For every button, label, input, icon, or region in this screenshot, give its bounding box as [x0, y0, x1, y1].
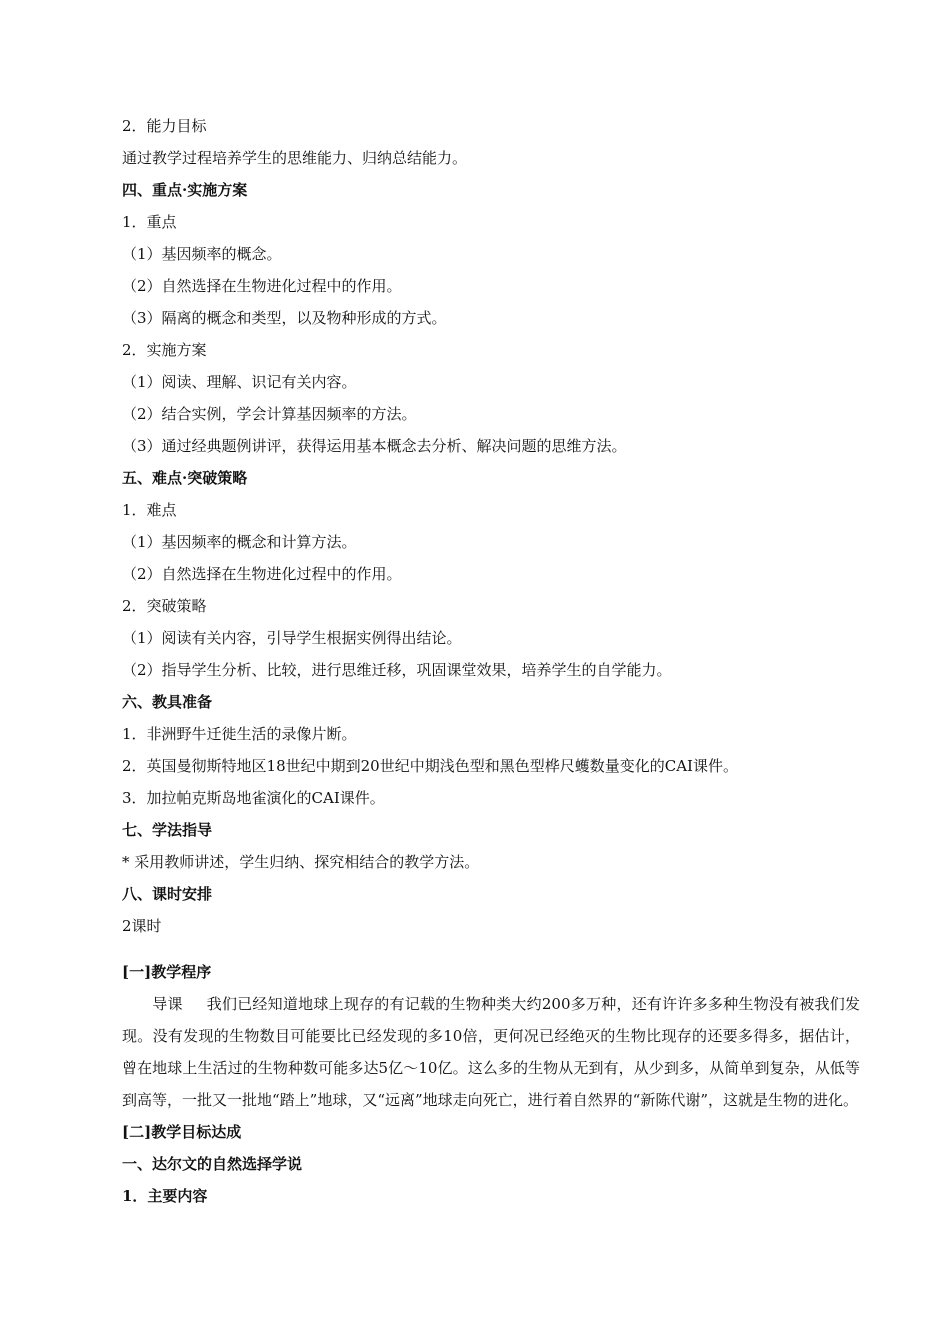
text-strategy-1: （1）阅读有关内容，引导学生根据实例得出结论。 — [122, 629, 462, 647]
text-key-point-1: （1）基因频率的概念。 — [122, 245, 282, 263]
text-difficulty-2: （2）自然选择在生物进化过程中的作用。 — [122, 565, 402, 583]
heading-key-points: 四、重点·实施方案 — [122, 181, 248, 199]
text-schedule: 2课时 — [122, 917, 162, 935]
text-implementation-2: （2）结合实例，学会计算基因频率的方法。 — [122, 405, 417, 423]
item-ability-goal: 2．能力目标 — [122, 117, 207, 135]
heading-main-content: 1．主要内容 — [122, 1187, 208, 1205]
outline-blocks — [122, 110, 860, 942]
heading-difficulties: 五、难点·突破策略 — [122, 469, 248, 487]
heading-schedule: 八、课时安排 — [122, 885, 213, 903]
text-strategy-2: （2）指导学生分析、比较，进行思维迁移，巩固课堂效果，培养学生的自学能力。 — [122, 661, 672, 679]
heading-darwin-theory: 一、达尔文的自然选择学说 — [122, 1155, 303, 1173]
text-ability-goal: 通过教学过程培养学生的思维能力、归纳总结能力。 — [122, 149, 468, 167]
item-aid-1: 1．非洲野牛迁徙生活的录像片断。 — [122, 725, 357, 743]
intro-lead-label: 导课 — [152, 995, 183, 1013]
text-key-point-2: （2）自然选择在生物进化过程中的作用。 — [122, 277, 402, 295]
text-difficulty-1: （1）基因频率的概念和计算方法。 — [122, 533, 357, 551]
item-aid-3: 3．加拉帕克斯岛地雀演化的CAI课件。 — [122, 789, 385, 807]
section-gap — [122, 942, 860, 956]
item-implementation: 2．实施方案 — [122, 341, 207, 359]
intro-paragraph — [122, 988, 860, 1116]
item-difficulties: 1．难点 — [122, 501, 177, 519]
heading-teaching-aids: 六、教具准备 — [122, 693, 213, 711]
heading-goal-achievement: [二]教学目标达成 — [122, 1123, 242, 1141]
intro-text: 我们已经知道地球上现存的有记载的生物种类大约200多万种，还有许许多多种生物没有被我们发现。没有发现的生物数目可能要比已经发现的多10倍，更何况已经绝灭的生物比现存的还要多得多，据估计，曾在地球上生活过的生物种数可能多达5亿～10亿。这么多的生物从无到有，从少到多，从简单到复杂，从低等到高等，一批又一批地“踏上”地球，又“远离”地球走向死亡，进行着自然界的“新陈代谢”，这就是生物的进化。 — [122, 995, 860, 1109]
heading-study-method: 七、学法指导 — [122, 821, 213, 839]
item-key-points: 1．重点 — [122, 213, 177, 231]
text-implementation-3: （3）通过经典题例讲评，获得运用基本概念去分析、解决问题的思维方法。 — [122, 437, 627, 455]
text-implementation-1: （1）阅读、理解、识记有关内容。 — [122, 373, 357, 391]
item-strategy: 2．突破策略 — [122, 597, 207, 615]
text-key-point-3: （3）隔离的概念和类型，以及物种形成的方式。 — [122, 309, 447, 327]
document-page — [122, 110, 860, 1212]
text-study-method: * 采用教师讲述，学生归纳、探究相结合的教学方法。 — [122, 853, 480, 871]
heading-teaching-program: [一]教学程序 — [122, 963, 212, 981]
item-aid-2: 2．英国曼彻斯特地区18世纪中期到20世纪中期浅色型和黑色型桦尺蠖数量变化的CAI课件。 — [122, 757, 738, 775]
